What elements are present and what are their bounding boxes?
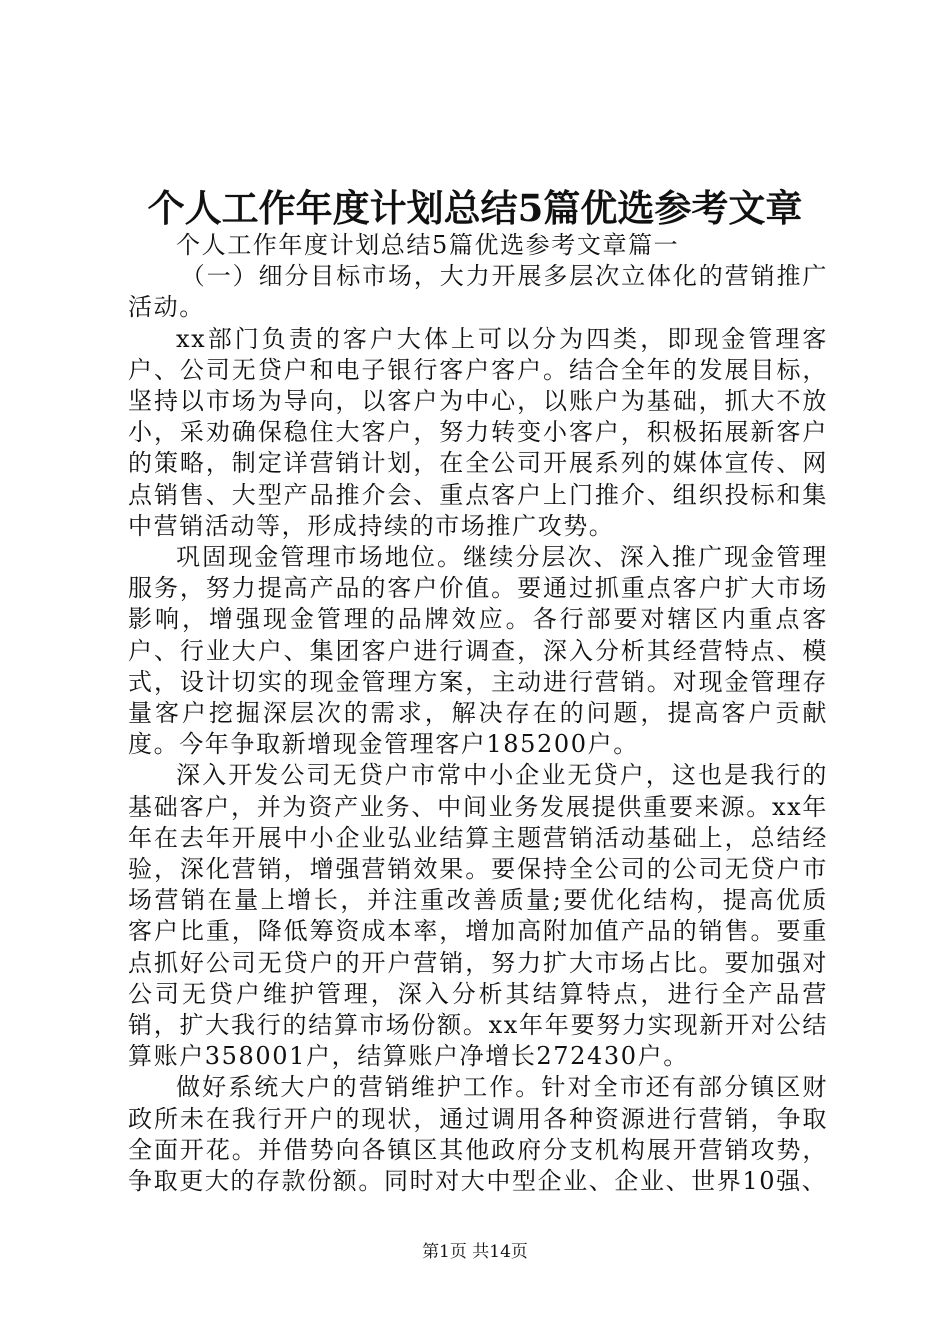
paragraph: xx部门负责的客户大体上可以分为四类，即现金管理客户、公司无贷户和电子银行客户客户。结合全年的发展目标，坚持以市场为导向，以客户为中心，以账户为基础，抓大不放小，采劝确保稳住大客户，努力转变小客户，积极拓展新客户的策略，制定详营销计划，在全公司开展系列的媒体宣传、网点销售、大型产品推介会、重点客户上门推介、组织投标和集中营销活动等，形成持续的市场推广攻势。	[128, 324, 828, 540]
paragraph: 深入开发公司无贷户市常中小企业无贷户，这也是我行的基础客户，并为资产业务、中间业务发展提供重要来源。xx年年在去年开展中小企业弘业结算主题营销活动基础上，总结经验，深化营销，增强营销效果。要保持全公司的公司无贷户市场营销在量上增长，并注重改善质量;要优化结构，提高优质客户比重，降低筹资成本率，增加高附加值产品的销售。要重点抓好公司无贷户的开户营销，努力扩大市场占比。要加强对公司无贷户维护管理，深入分析其结算特点，进行全产品营销，扩大我行的结算市场份额。xx年年要努力实现新开对公结算账户358001户，结算账户净增长272430户。	[128, 761, 828, 1071]
paragraph: 做好系统大户的营销维护工作。针对全市还有部分镇区财政所未在我行开户的现状，通过调用各种资源进行营销，争取全面开花。并借势向各镇区其他政府分支机构展开营销攻势，争取更大的存款份额。同时对大中型企业、企业、世界10强、	[128, 1073, 828, 1196]
page-footer: 第1页 共14页	[422, 1242, 528, 1262]
paragraph: 巩固现金管理市场地位。继续分层次、深入推广现金管理服务，努力提高产品的客户价值。要通过抓重点客户扩大市场影响，增强现金管理的品牌效应。各行部要对辖区内重点客户、行业大户、集团客户进行调查，深入分析其经营特点、模式，设计切实的现金管理方案，主动进行营销。对现金管理存量客户挖掘深层次的需求，解决存在的问题，提高客户贡献度。今年争取新增现金管理客户185200户。	[128, 543, 828, 759]
document-title: 个人工作年度计划总结5篇优选参考文章	[147, 186, 803, 230]
section-heading: 个人工作年度计划总结5篇优选参考文章篇一	[176, 231, 680, 259]
document-body	[128, 230, 828, 1197]
subsection-heading: （一）细分目标市场，大力开展多层次立体化的营销推广活动。	[128, 262, 828, 322]
